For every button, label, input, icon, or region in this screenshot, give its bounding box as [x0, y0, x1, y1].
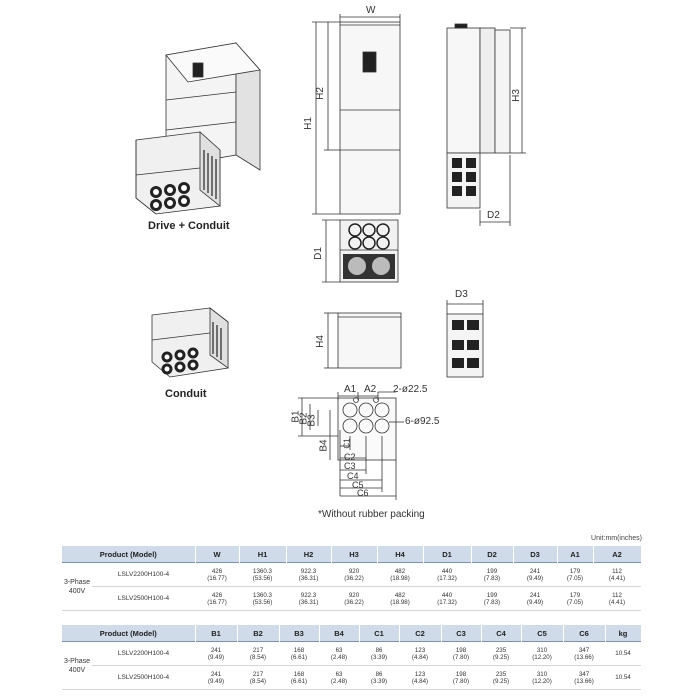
table1-col-header: H2	[286, 546, 331, 563]
value-cell: 123 (4.84)	[399, 666, 441, 690]
drive-conduit-3d-view	[136, 43, 260, 214]
table1-col-header: A2	[593, 546, 641, 563]
spec-table-dimensions	[62, 546, 642, 611]
value-cell: 168 (6.61)	[279, 642, 319, 666]
dim-label-d3: D3	[455, 289, 468, 300]
value-cell: 920 (36.22)	[331, 563, 377, 587]
dim-label-a2: A2	[364, 384, 377, 395]
value-cell: 168 (6.61)	[279, 666, 319, 690]
dim-label-b1: B1	[290, 410, 302, 423]
table2-col-header: B3	[279, 625, 319, 642]
value-cell: 310 (12.20)	[521, 642, 563, 666]
phase-cell: 3-Phase 400V	[62, 563, 92, 611]
model-cell: LSLV2200H100-4	[92, 563, 195, 587]
table-row	[62, 563, 641, 587]
dim-label-b3: B3	[306, 414, 318, 427]
dim-label-a1: A1	[344, 384, 357, 395]
side-view	[447, 24, 526, 226]
table2-col-header: C2	[399, 625, 441, 642]
dim-label-h2: H2	[314, 87, 326, 100]
value-cell: 241 (9.49)	[195, 642, 237, 666]
value-cell: 241 (9.49)	[195, 666, 237, 690]
value-cell: 199 (7.83)	[471, 587, 513, 611]
table2-header-row	[62, 625, 641, 642]
dim-label-c3: C3	[344, 461, 356, 471]
table2-col-header: kg	[605, 625, 641, 642]
dim-label-c4: C4	[347, 471, 359, 481]
table2-col-header: C6	[563, 625, 605, 642]
caption-without-packing: *Without rubber packing	[318, 509, 425, 520]
table2-col-header: C3	[441, 625, 481, 642]
value-cell: 347 (13.66)	[563, 666, 605, 690]
conduit-front-view	[324, 313, 401, 368]
dim-label-d1: D1	[312, 247, 324, 260]
conduit-3d-view	[152, 308, 228, 377]
table1-col-header: D3	[513, 546, 557, 563]
table2-col-header: B4	[319, 625, 359, 642]
value-cell: 482 (18.98)	[377, 587, 423, 611]
value-cell: 86 (3.39)	[359, 666, 399, 690]
value-cell: 920 (36.22)	[331, 587, 377, 611]
value-cell: 440 (17.32)	[423, 587, 471, 611]
model-cell: LSLV2500H100-4	[92, 587, 195, 611]
dim-label-b2: B2	[298, 412, 310, 425]
value-cell: 235 (9.25)	[481, 642, 521, 666]
spec-table-holes	[62, 625, 642, 690]
table1-col-header: W	[195, 546, 239, 563]
table-row	[62, 666, 641, 690]
value-cell: 86 (3.39)	[359, 642, 399, 666]
weight-cell: 10.54	[605, 642, 641, 666]
dim-label-b4: B4	[318, 439, 330, 452]
dim-label-hole-small: 2-ø22.5	[393, 384, 428, 395]
dim-label-d2: D2	[487, 210, 500, 221]
value-cell: 426 (16.77)	[195, 587, 239, 611]
value-cell: 199 (7.83)	[471, 563, 513, 587]
dim-label-hole-large: 6-ø92.5	[405, 416, 440, 427]
table1-col-header: H3	[331, 546, 377, 563]
value-cell: 217 (8.54)	[237, 666, 279, 690]
unit-note: Unit:mm(inches)	[591, 535, 642, 542]
value-cell: 179 (7.05)	[557, 587, 593, 611]
table2-col-header: B1	[195, 625, 237, 642]
dim-label-h3: H3	[510, 89, 522, 102]
value-cell: 63 (2.48)	[319, 642, 359, 666]
value-cell: 112 (4.41)	[593, 587, 641, 611]
table1-product-header: Product (Model)	[62, 546, 195, 563]
value-cell: 347 (13.66)	[563, 642, 605, 666]
value-cell: 1360.3 (53.56)	[239, 563, 286, 587]
table1-col-header: H4	[377, 546, 423, 563]
table1-col-header: H1	[239, 546, 286, 563]
value-cell: 198 (7.80)	[441, 666, 481, 690]
table2-product-header: Product (Model)	[62, 625, 195, 642]
dim-label-h1: H1	[302, 117, 314, 130]
value-cell: 241 (9.49)	[513, 563, 557, 587]
caption-conduit: Conduit	[165, 388, 207, 400]
value-cell: 179 (7.05)	[557, 563, 593, 587]
value-cell: 235 (9.25)	[481, 666, 521, 690]
dim-label-h4: H4	[314, 335, 326, 348]
table2-col-header: C5	[521, 625, 563, 642]
dim-label-c5: C5	[352, 480, 364, 490]
conduit-side-view	[447, 300, 483, 377]
table2-col-header: C4	[481, 625, 521, 642]
value-cell: 123 (4.84)	[399, 642, 441, 666]
value-cell: 112 (4.41)	[593, 563, 641, 587]
table-row	[62, 642, 641, 666]
table1-col-header: A1	[557, 546, 593, 563]
value-cell: 482 (18.98)	[377, 563, 423, 587]
table1-col-header: D1	[423, 546, 471, 563]
bottom-view	[322, 220, 398, 282]
table1-header-row	[62, 546, 641, 563]
weight-cell: 10.54	[605, 666, 641, 690]
table1-col-header: D2	[471, 546, 513, 563]
value-cell: 922.3 (36.31)	[286, 587, 331, 611]
model-cell: LSLV2200H100-4	[92, 642, 195, 666]
table2-col-header: C1	[359, 625, 399, 642]
value-cell: 440 (17.32)	[423, 563, 471, 587]
value-cell: 1360.3 (53.56)	[239, 587, 286, 611]
model-cell: LSLV2500H100-4	[92, 666, 195, 690]
value-cell: 310 (12.20)	[521, 666, 563, 690]
dim-label-c6: C6	[357, 488, 369, 498]
table-row	[62, 587, 641, 611]
front-view	[312, 14, 400, 214]
value-cell: 198 (7.80)	[441, 642, 481, 666]
value-cell: 426 (16.77)	[195, 563, 239, 587]
dim-label-w: W	[366, 5, 376, 16]
dim-label-c1: C1	[342, 438, 352, 449]
caption-drive-conduit: Drive + Conduit	[148, 220, 230, 232]
value-cell: 63 (2.48)	[319, 666, 359, 690]
value-cell: 241 (9.49)	[513, 587, 557, 611]
value-cell: 217 (8.54)	[237, 642, 279, 666]
table2-col-header: B2	[237, 625, 279, 642]
dim-label-c2: C2	[344, 452, 356, 462]
value-cell: 922.3 (36.31)	[286, 563, 331, 587]
phase-cell: 3-Phase 400V	[62, 642, 92, 690]
